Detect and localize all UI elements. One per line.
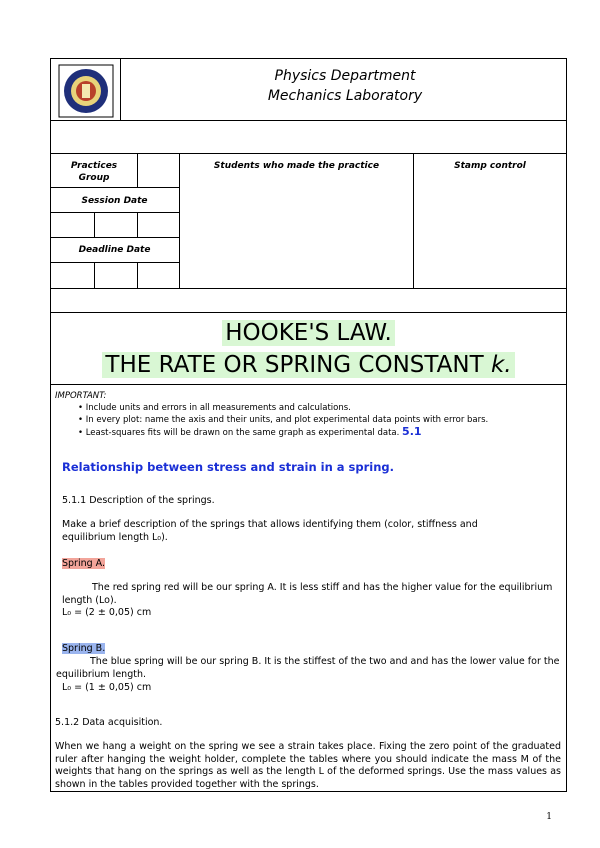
spring-b-text: The blue spring will be our spring B. It is the stiffest of the two and and has the lower value for the equilibrium length.	[56, 656, 560, 680]
form-row-line	[50, 212, 179, 213]
spring-a-label	[62, 558, 105, 571]
spring-a-badge: Spring A.	[62, 558, 106, 569]
list-item	[78, 426, 488, 439]
session-date-label: Session Date	[81, 196, 148, 206]
laboratory-title: Mechanics Laboratory	[267, 88, 423, 104]
title-line-2-text: THE RATE OR SPRING CONSTANT	[105, 352, 491, 378]
form-col-line	[179, 153, 180, 288]
form-col-line	[94, 212, 95, 237]
form-col-line	[137, 212, 138, 237]
spring-a-text: The red spring red will be our spring A. It is less stiff and has the higher value for the equilibrium length (Lo).	[62, 582, 553, 606]
spring-b-badge: Spring B.	[62, 643, 106, 654]
logo-divider	[120, 58, 121, 120]
description-text: Make a brief description of the springs that allows identifying them (color, stiffness and equilibrium length L₀).	[62, 519, 478, 543]
data-acquisition-text: When we hang a weight on the spring we see a strain takes place. Fixing the zero point of the graduated ruler after hanging the weight holder, complete the tables where you should indicate the mass M of the weights that hang on the springs as well as the length L of the deformed springs. Use the mass values as shown in the tables provided together with the springs.	[55, 741, 561, 790]
divider	[50, 120, 567, 121]
important-list	[78, 402, 488, 439]
form-row-line	[50, 187, 179, 188]
students-label: Students who made the practice	[213, 161, 380, 171]
title-line-2	[50, 349, 567, 381]
divider	[50, 312, 567, 313]
stamp-label: Stamp control	[454, 161, 526, 171]
form-row-line	[50, 262, 179, 263]
list-item: • In every plot: name the axis and their units, and plot experimental data points with error bars.	[78, 414, 488, 426]
subsection-title: 5.1.2 Data acquisition.	[55, 717, 163, 728]
spring-a-length: L₀ = (2 ± 0,05) cm	[62, 607, 152, 618]
title-line-1: HOOKE'S LAW.	[50, 317, 567, 349]
subsection-title: 5.1.1 Description of the springs.	[62, 495, 215, 506]
deadline-date-label: Deadline Date	[78, 245, 151, 255]
divider	[50, 384, 567, 385]
list-item-text: Least-squares fits will be drawn on the same graph as experimental data.	[85, 428, 400, 438]
divider	[50, 153, 567, 154]
department-title: Physics Department	[274, 68, 416, 84]
section-heading: Relationship between stress and strain in a spring.	[62, 460, 395, 474]
university-logo	[58, 64, 114, 118]
form-col-line	[137, 153, 138, 187]
form-col-line	[137, 262, 138, 288]
form-row-line	[50, 237, 179, 238]
spring-b-label	[62, 643, 105, 656]
divider	[50, 288, 567, 289]
section-number: 5.1	[402, 425, 422, 438]
spring-constant-k: k.	[490, 352, 512, 378]
practices-group-label: Practices Group	[70, 161, 118, 183]
form-col-line	[413, 153, 414, 288]
form-col-line	[94, 262, 95, 288]
spring-b-length: L₀ = (1 ± 0,05) cm	[62, 682, 152, 693]
list-item: • Include units and errors in all measurements and calculations.	[78, 402, 488, 414]
important-label: IMPORTANT:	[55, 391, 107, 401]
page-number: 1	[546, 812, 552, 822]
